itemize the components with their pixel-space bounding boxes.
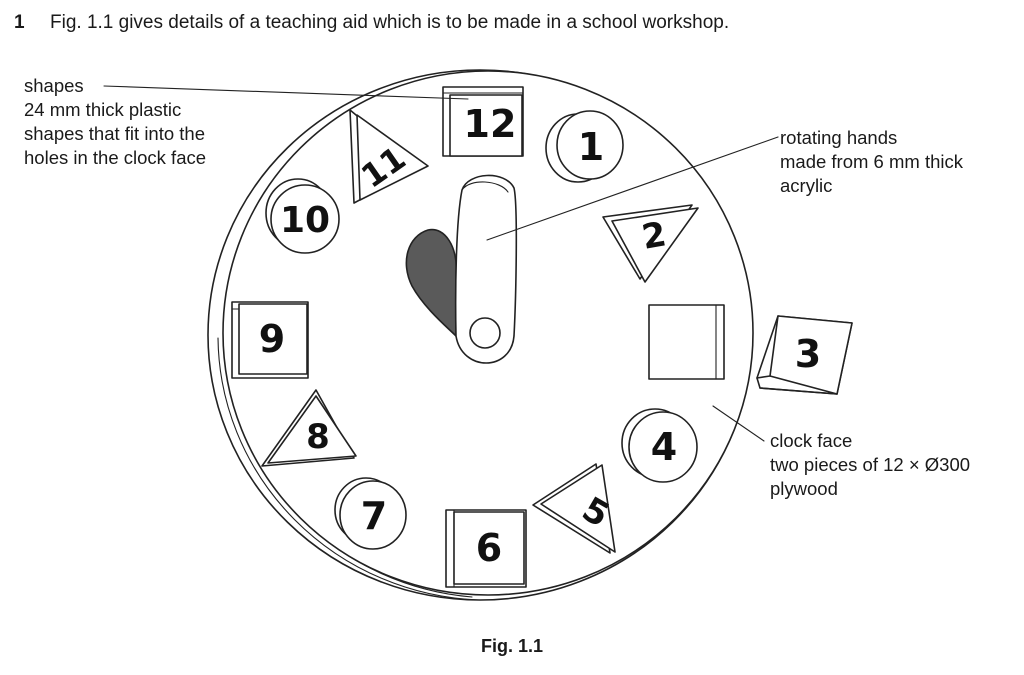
numeral-6: 6 [475,526,503,570]
numeral-3: 3 [794,332,822,376]
hands-label: rotating hands made from 6 mm thick acrylic [780,127,963,196]
numeral-10: 10 [279,200,331,241]
numeral-5: 5 [575,489,616,536]
clock-face-label: clock face two pieces of 12 × Ø300 plywood [770,430,971,499]
question-number: 1 [14,12,25,33]
numeral-8: 8 [306,417,330,457]
numeral-12: 12 [463,102,517,146]
shapes-label: shapes 24 mm thick plastic shapes that fit into the holes in the clock face [24,75,207,168]
numeral-1: 1 [577,125,605,169]
hole-3-square [649,305,724,379]
numeral-2: 2 [638,214,670,258]
numeral-9: 9 [258,317,286,361]
question-text: Fig. 1.1 gives details of a teaching aid which is to be made in a school workshop. [50,12,730,33]
figure-caption: Fig. 1.1 [480,636,543,656]
numeral-7: 7 [360,494,388,538]
hand-pivot [470,318,500,348]
numeral-4: 4 [650,425,678,469]
numeral-11: 11 [354,138,413,196]
